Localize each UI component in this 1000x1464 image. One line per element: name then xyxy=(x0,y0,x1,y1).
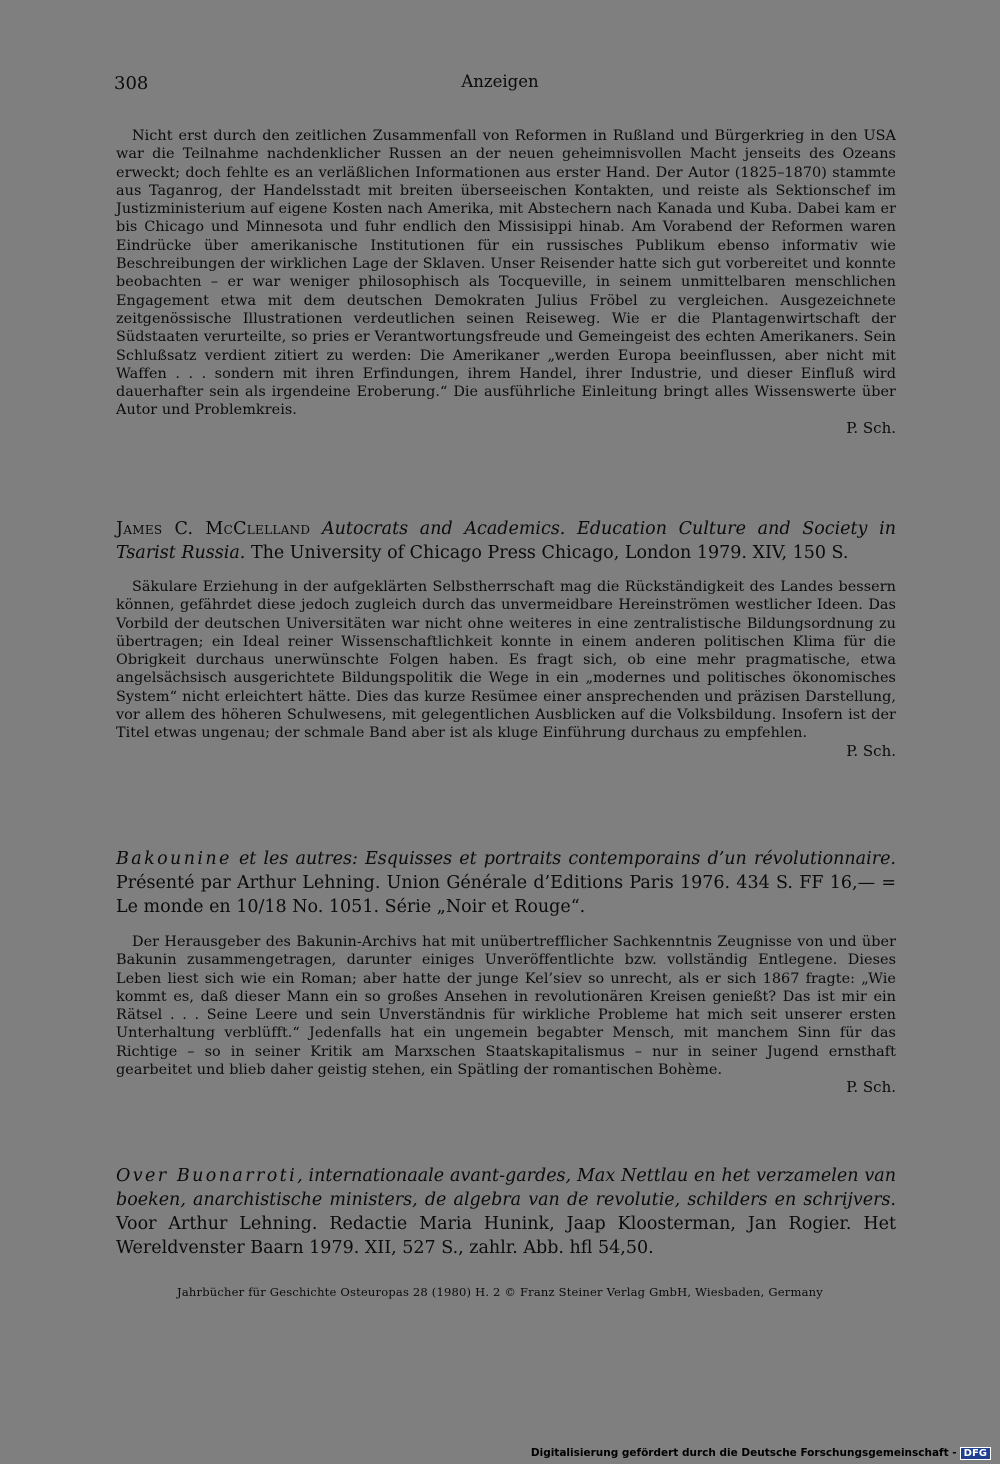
review-4-title-lead: Over Buonarroti xyxy=(116,1166,298,1186)
review-3-title-lead: Bakounine xyxy=(116,849,232,869)
review-3-title: et les autres: Esquisses et portraits contemporains d’un révolutionnaire. xyxy=(231,849,896,869)
dfg-credit-text: Digitalisierung gefördert durch die Deutsche Forschungsgemeinschaft - xyxy=(530,1447,957,1459)
review-3-body: Der Herausgeber des Bakunin-Archivs hat mit unübertrefflicher Sachkenntnis Zeugnisse von und über Bakunin zusammengetragen, darunter einiges Unveröffentlichte bzw. vollständig Entlegene. Dieses Leben liest sich wie ein Roman; aber hatte der junge Kel’siev so unrecht, als er sich 1867 fragte: „Wie kommt es, daß dieser Mann ein so großes Ansehen in revolutionären Kreisen genießt? Das ist mir ein Rätsel . . . Seine Leere und sein Unverständnis für wirkliche Probleme hat mich seit unserer ersten Unterhaltung verblüfft.“ Jedenfalls hat ein ungemein begabter Mensch, mit manchem Sinn für das Richtige – so in seiner Kritik am Marxschen Staatskapitalismus – nur in seiner Jugend ernsthaft gearbeitet und blieb daher geistig stehen, ein Spätling der romantischen Bohème. xyxy=(116,934,896,1079)
review-3-publication: Présenté par Arthur Lehning. Union Générale d’Editions Paris 1976. 434 S. FF 16,— = Le monde en 10/18 No. 1051. Série „Noir et Rouge“. xyxy=(116,873,896,917)
review-2-publication: The University of Chicago Press Chicago, London 1979. XIV, 150 S. xyxy=(250,543,849,563)
review-4-title: , internationaale avant-gardes, Max Nettlau en het verzamelen van boeken, anarchistische ministers, de algebra van de revolutie, schilders en schrijvers. xyxy=(116,1166,896,1210)
review-4 xyxy=(116,1164,896,1260)
page-number: 308 xyxy=(114,73,149,94)
review-2-body: Säkulare Erziehung in der aufgeklärten Selbstherrschaft mag die Rückständigkeit des Landes bessern können, gefährdet diese jedoch zugleich durch das unvermeidbare Hereinströmen westlicher Ideen. Das Vorbild der deutschen Universitäten war nicht ohne weiteres in eine zentralistische Bildungsordnung zu übertragen; ein Ideal reiner Wissenschaftlichkeit konnte in einem anderen politischen Klima für die Obrigkeit durchaus unerwünschte Folgen haben. Es fragt sich, ob eine mehr pragmatische, etwa angelsächsisch ausgerichtete Bildungspolitik die Wege in ein „modernes und politisches ökonomisches System“ nicht erleichtert hätte. Dies das kurze Resümee einer ansprechenden und präzisen Darstellung, vor allem des höheren Schulwesens, mit gelegentlichen Ausblicken auf die Volksbildung. Insofern ist der Titel etwas ungenau; der schmale Band aber ist als kluge Einführung durchaus zu empfehlen. xyxy=(116,579,896,742)
review-2-heading xyxy=(116,517,896,565)
dfg-credit xyxy=(531,1447,991,1460)
review-2-title: Autocrats and Academics. Education Culture and Society in Tsarist Russia. xyxy=(116,519,896,563)
running-head: Anzeigen xyxy=(461,72,539,91)
dfg-logo: DFG xyxy=(960,1447,991,1460)
journal-footer: Jahrbücher für Geschichte Osteuropas 28 (1980) H. 2 © Franz Steiner Verlag GmbH, Wiesbaden, Germany xyxy=(177,1285,823,1299)
review-1-signature: P. Sch. xyxy=(846,418,896,437)
review-3-signature: P. Sch. xyxy=(846,1078,896,1097)
review-1-body: Nicht erst durch den zeitlichen Zusammenfall von Reformen in Rußland und Bürgerkrieg in den USA war die Teilnahme nachdenklicher Russen an der neuen geheimnisvollen Macht jenseits des Ozeans erweckt; doch fehlte es an verläßlichen Informationen aus erster Hand. Der Autor (1825–1870) stammte aus Taganrog, der Handelsstadt mit breiten überseeischen Kontakten, und reiste als Sektionschef im Justizministerium auf eigene Kosten nach Amerika, mit Abstechern nach Kanada und Kuba. Dabei kam er bis Chicago und Minnesota und fuhr endlich den Missisippi hinab. Am Vorabend der Reformen waren Eindrücke über amerikanische Institutionen für ein russisches Publikum ebenso informativ wie Beschreibungen der wirklichen Lage der Sklaven. Unser Reisender hatte sich gut vorbereitet und konnte beobachten – er war weniger philosophisch als Tocqueville, in seinem unmittelbaren menschlichen Engagement etwa mit dem deutschen Demokraten Julius Fröbel zu vergleichen. Ausgezeichnete zeitgenössische Illustrationen verdeutlichen seinen Reiseweg. Wie er die Plantagenwirtschaft der Südstaaten verurteilte, so pries er Verantwortungsfreude und Gemeingeist des echten Amerikaners. Sein Schlußsatz verdient zitiert zu werden: Die Amerikaner „werden Europa beeinflussen, aber nicht mit Waffen . . . sondern mit ihren Erfindungen, ihrem Handel, ihrer Industrie, und dieser Einfluß wird dauerhafter sein als irgendeine Eroberung.“ Die ausführliche Einleitung bringt alles Wissenswerte über Autor und Problemkreis. xyxy=(116,128,896,419)
review-4-heading xyxy=(116,1164,896,1260)
review-1 xyxy=(116,127,896,437)
review-3-heading xyxy=(116,847,896,919)
review-3 xyxy=(116,847,896,1096)
review-2-author: James C. McClelland xyxy=(116,519,311,539)
review-2 xyxy=(116,517,896,760)
review-4-publication: Voor Arthur Lehning. Redactie Maria Hunink, Jaap Kloosterman, Jan Rogier. Het Wereldvenster Baarn 1979. XII, 527 S., zahlr. Abb. hfl 54,50. xyxy=(116,1214,896,1258)
review-2-signature: P. Sch. xyxy=(846,741,896,760)
